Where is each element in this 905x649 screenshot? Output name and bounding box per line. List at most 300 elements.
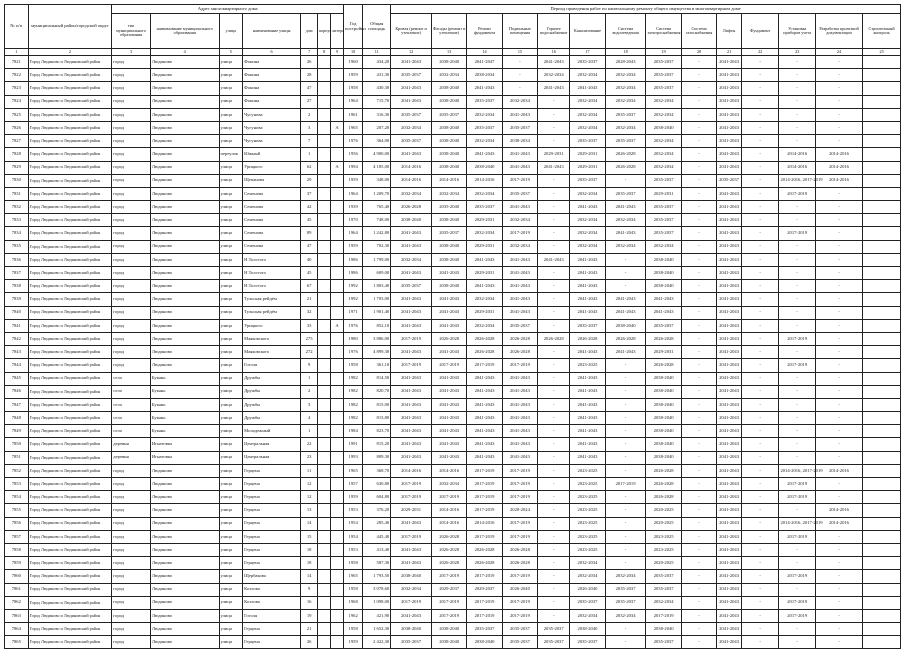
column-number: 15 xyxy=(502,49,537,56)
electric-period: 2038-2040 xyxy=(646,372,681,385)
hot-water-period: - xyxy=(538,214,570,227)
sewerage-period: 2041-2043 xyxy=(570,346,605,359)
basement-period: 2017-2019 xyxy=(502,596,537,609)
sewerage-period: 2041-2043 xyxy=(570,398,605,411)
construction-control-period xyxy=(863,148,901,161)
electric-period: 2035-2037 xyxy=(646,82,681,95)
drainage-period: 2026-2028 xyxy=(605,161,646,174)
foundation-period: - xyxy=(741,293,779,306)
year-built: 1964 xyxy=(344,187,363,200)
row-number: 7850 xyxy=(5,438,29,451)
facade-period: 2038-2040 xyxy=(431,636,466,649)
municipality-name: Людиново xyxy=(150,56,219,69)
street-name: Щербакова xyxy=(243,570,301,583)
facade-period: 2041-2043 xyxy=(431,438,466,451)
letter xyxy=(331,280,344,293)
table-row xyxy=(5,346,901,359)
municipality-name: Игнатовка xyxy=(150,438,219,451)
drainage-period: 2026-2028 xyxy=(605,332,646,345)
table-row xyxy=(5,359,901,372)
roof-period: 2035-2037 xyxy=(391,280,432,293)
meters-period: 2017-2019 xyxy=(779,332,815,345)
year-built: 1961 xyxy=(344,108,363,121)
table-row xyxy=(5,174,901,187)
municipality-type: село xyxy=(112,425,151,438)
design-docs-period: - xyxy=(815,385,862,398)
facade-period: 2014-2016 xyxy=(431,517,466,530)
year-built: 1964 xyxy=(344,227,363,240)
facade-period: 2026-2028 xyxy=(431,530,466,543)
municipal-district: Город Людиново и Людиновский район xyxy=(28,385,112,398)
lift-period: 2041-2043 xyxy=(717,201,742,214)
col-header-23: Установка приборов учета xyxy=(779,14,815,49)
foundation-repair-period: 2035-2037 xyxy=(467,201,502,214)
design-docs-period: - xyxy=(815,372,862,385)
street-name: Герцена xyxy=(243,636,301,649)
municipal-district: Город Людиново и Людиновский район xyxy=(28,201,112,214)
street-name: Дружбы xyxy=(243,372,301,385)
hot-water-period: 2029-2031 xyxy=(538,148,570,161)
total-area: 630,80 xyxy=(363,478,391,491)
house-number: 33 xyxy=(301,319,318,332)
gas-period: - xyxy=(681,398,716,411)
sewerage-period: 2026-2028 xyxy=(570,332,605,345)
facade-period: 2038-2040 xyxy=(431,135,466,148)
construction-control-period xyxy=(863,95,901,108)
hot-water-period: - xyxy=(538,95,570,108)
hot-water-period: - xyxy=(538,346,570,359)
row-number: 7857 xyxy=(5,530,29,543)
drainage-period: - xyxy=(605,280,646,293)
lift-period: 2041-2043 xyxy=(717,240,742,253)
building xyxy=(318,240,331,253)
hot-water-period: 2041-2043 xyxy=(538,56,570,69)
building xyxy=(318,214,331,227)
construction-control-period xyxy=(863,227,901,240)
basement-period: 2017-2019 xyxy=(502,570,537,583)
street-name: Герцена xyxy=(243,504,301,517)
construction-control-period xyxy=(863,596,901,609)
meters-period: - xyxy=(779,385,815,398)
year-built: 1980 xyxy=(344,332,363,345)
municipality-name: Людиново xyxy=(150,319,219,332)
roof-period: 2041-2043 xyxy=(391,319,432,332)
construction-control-period xyxy=(863,56,901,69)
facade-period: 2032-2034 xyxy=(431,69,466,82)
street-name: Маяковского xyxy=(243,346,301,359)
gas-period: - xyxy=(681,372,716,385)
drainage-period: - xyxy=(605,359,646,372)
gas-period: - xyxy=(681,425,716,438)
total-area: 421,90 xyxy=(363,609,391,622)
total-area: 815,20 xyxy=(363,438,391,451)
sewerage-period: 2041-2043 xyxy=(570,306,605,319)
street-name: Герцена xyxy=(243,623,301,636)
lift-period: 2041-2043 xyxy=(717,596,742,609)
year-built: 1986 xyxy=(344,267,363,280)
facade-period: 2041-2043 xyxy=(431,372,466,385)
sewerage-period: 2041-2043 xyxy=(570,412,605,425)
total-area: 285,40 xyxy=(363,517,391,530)
building xyxy=(318,596,331,609)
basement-period: 2032-2034 xyxy=(502,95,537,108)
drainage-period: 2032-2034 xyxy=(605,240,646,253)
year-built: 1958 xyxy=(344,583,363,596)
foundation-period: - xyxy=(741,372,779,385)
row-number: 7826 xyxy=(5,121,29,134)
row-number: 7821 xyxy=(5,56,29,69)
house-number: 275 xyxy=(301,332,318,345)
gas-period: - xyxy=(681,464,716,477)
electric-period: 2038-2040 xyxy=(646,398,681,411)
design-docs-period: - xyxy=(815,491,862,504)
municipality-type: город xyxy=(112,609,151,622)
table-row xyxy=(5,108,901,121)
col-header-15: Подвальные помещения xyxy=(502,14,537,49)
foundation-period: - xyxy=(741,174,779,187)
letter xyxy=(331,609,344,622)
foundation-period: - xyxy=(741,267,779,280)
facade-period: 2038-2040 xyxy=(431,253,466,266)
municipal-district: Город Людиново и Людиновский район xyxy=(28,187,112,200)
letter xyxy=(331,108,344,121)
drainage-period: - xyxy=(605,543,646,556)
municipal-district: Город Людиново и Людиновский район xyxy=(28,332,112,345)
meters-period: - xyxy=(779,438,815,451)
design-docs-period: - xyxy=(815,557,862,570)
lift-period: 2041-2043 xyxy=(717,121,742,134)
design-docs-period: 2014-2016 xyxy=(815,504,862,517)
facade-period: 2017-2019 xyxy=(431,491,466,504)
hot-water-period: - xyxy=(538,293,570,306)
drainage-period: 2035-2037 xyxy=(605,583,646,596)
row-number: 7841 xyxy=(5,319,29,332)
year-built: 1953 xyxy=(344,543,363,556)
municipality-name: Людиново xyxy=(150,478,219,491)
basement-period: 2017-2019 xyxy=(502,227,537,240)
facade-period: 2041-2043 xyxy=(431,319,466,332)
table-row xyxy=(5,267,901,280)
design-docs-period: - xyxy=(815,596,862,609)
lift-period: 2041-2043 xyxy=(717,253,742,266)
building xyxy=(318,623,331,636)
drainage-period: - xyxy=(605,267,646,280)
municipal-district: Город Людиново и Людиновский район xyxy=(28,280,112,293)
municipality-name: Людиново xyxy=(150,504,219,517)
building xyxy=(318,135,331,148)
sewerage-period: 2032-2034 xyxy=(570,187,605,200)
facade-period: 2026-2028 xyxy=(431,332,466,345)
column-number: 2 xyxy=(28,49,112,56)
foundation-period: - xyxy=(741,227,779,240)
total-area: 316,30 xyxy=(363,108,391,121)
row-number: 7860 xyxy=(5,570,29,583)
foundation-repair-period: 2014-2016 xyxy=(467,174,502,187)
facade-period: 2041-2043 xyxy=(431,398,466,411)
meters-period: - xyxy=(779,319,815,332)
municipality-name: Людиново xyxy=(150,596,219,609)
electric-period: 2032-2034 xyxy=(646,161,681,174)
foundation-repair-period: 2032-2034 xyxy=(467,135,502,148)
facade-period: 2014-2016 xyxy=(431,504,466,517)
building xyxy=(318,543,331,556)
sewerage-period: 2023-2025 xyxy=(570,517,605,530)
design-docs-period: - xyxy=(815,425,862,438)
year-built: 1986 xyxy=(344,253,363,266)
total-area: 715,70 xyxy=(363,95,391,108)
foundation-repair-period: 2041-2043 xyxy=(467,253,502,266)
lift-period: 2041-2043 xyxy=(717,557,742,570)
year-built: 1994 xyxy=(344,161,363,174)
electric-period: 2035-2037 xyxy=(646,69,681,82)
letter xyxy=(331,425,344,438)
letter: А xyxy=(331,121,344,134)
municipality-type: город xyxy=(112,359,151,372)
street-name: Центральная xyxy=(243,451,301,464)
row-number: 7851 xyxy=(5,451,29,464)
letter xyxy=(331,135,344,148)
street-name: Гоголя xyxy=(243,359,301,372)
table-row xyxy=(5,438,901,451)
year-built: 1958 xyxy=(344,623,363,636)
electric-period: 2032-2034 xyxy=(646,108,681,121)
municipality-type: город xyxy=(112,267,151,280)
column-number: 1 xyxy=(5,49,29,56)
building xyxy=(318,583,331,596)
facade-period: 2038-2040 xyxy=(431,148,466,161)
municipality-type: город xyxy=(112,346,151,359)
year-built: 1982 xyxy=(344,398,363,411)
design-docs-period: - xyxy=(815,570,862,583)
roof-period: 2017-2019 xyxy=(391,530,432,543)
lift-period: 2041-2043 xyxy=(717,636,742,649)
facade-period: 2041-2043 xyxy=(431,425,466,438)
letter xyxy=(331,478,344,491)
construction-control-period xyxy=(863,583,901,596)
total-area: 609,00 xyxy=(363,267,391,280)
total-area: 4 899,30 xyxy=(363,346,391,359)
house-number: 12 xyxy=(301,491,318,504)
row-number: 7852 xyxy=(5,464,29,477)
design-docs-period: - xyxy=(815,438,862,451)
foundation-period: - xyxy=(741,623,779,636)
year-built: 1984 xyxy=(344,425,363,438)
building xyxy=(318,56,331,69)
table-row xyxy=(5,451,901,464)
year-built: 1959 xyxy=(344,491,363,504)
table-row xyxy=(5,372,901,385)
house-number: 3 xyxy=(301,398,318,411)
col-header-2: муниципальный район/городской округ xyxy=(28,5,112,49)
basement-period: 2041-2043 xyxy=(502,148,537,161)
hot-water-period: - xyxy=(538,398,570,411)
basement-period: 2035-2037 xyxy=(502,319,537,332)
basement-period: 2041-2043 xyxy=(502,425,537,438)
municipality-name: Людиново xyxy=(150,121,219,134)
gas-period: - xyxy=(681,636,716,649)
house-number: 15 xyxy=(301,530,318,543)
basement-period: 2035-2037 xyxy=(502,187,537,200)
year-built: 1993 xyxy=(344,451,363,464)
foundation-period: - xyxy=(741,201,779,214)
municipality-name: Людиново xyxy=(150,148,219,161)
street-type: улица xyxy=(219,201,243,214)
street-type: улица xyxy=(219,596,243,609)
roof-period: 2041-2043 xyxy=(391,306,432,319)
total-area: 3 078,60 xyxy=(363,583,391,596)
electric-period: 2035-2037 xyxy=(646,174,681,187)
street-type: улица xyxy=(219,174,243,187)
table-row xyxy=(5,319,901,332)
municipal-district: Город Людиново и Людиновский район xyxy=(28,56,112,69)
table-row xyxy=(5,609,901,622)
meters-period: - xyxy=(779,135,815,148)
row-number: 7831 xyxy=(5,187,29,200)
foundation-repair-period: 2041-2043 xyxy=(467,412,502,425)
letter xyxy=(331,623,344,636)
table-row xyxy=(5,121,901,134)
house-number: 2 xyxy=(301,108,318,121)
basement-period: 2026-2028 xyxy=(502,543,537,556)
municipal-district: Город Людиново и Людиновский район xyxy=(28,557,112,570)
roof-period: 2038-2040 xyxy=(391,623,432,636)
foundation-repair-period: 2026-2028 xyxy=(467,332,502,345)
total-area: 2 422,30 xyxy=(363,636,391,649)
row-number: 7865 xyxy=(5,636,29,649)
letter xyxy=(331,293,344,306)
house-number: 7 xyxy=(301,135,318,148)
electric-period: 2026-2028 xyxy=(646,491,681,504)
gas-period: - xyxy=(681,530,716,543)
house-number: 14 xyxy=(301,517,318,530)
electric-period: 2035-2037 xyxy=(646,201,681,214)
electric-period: 2038-2040 xyxy=(646,425,681,438)
foundation-repair-period: 2032-2034 xyxy=(467,293,502,306)
hot-water-period: - xyxy=(538,596,570,609)
table-row xyxy=(5,543,901,556)
foundation-period: - xyxy=(741,438,779,451)
municipality-type: город xyxy=(112,280,151,293)
foundation-period: - xyxy=(741,543,779,556)
column-number: 5 xyxy=(219,49,243,56)
lift-period: 2041-2043 xyxy=(717,398,742,411)
foundation-period: - xyxy=(741,530,779,543)
roof-period: 2038-2040 xyxy=(391,214,432,227)
basement-period: 2020-2024 xyxy=(502,504,537,517)
foundation-repair-period: 2041-2043 xyxy=(467,280,502,293)
total-area: 748,00 xyxy=(363,214,391,227)
electric-period: 2026-2028 xyxy=(646,359,681,372)
sewerage-period: 2029-2031 xyxy=(570,148,605,161)
gas-period: - xyxy=(681,306,716,319)
design-docs-period: - xyxy=(815,609,862,622)
total-area: 1 652,30 xyxy=(363,623,391,636)
total-area: 431,30 xyxy=(363,69,391,82)
design-docs-period: - xyxy=(815,332,862,345)
drainage-period: - xyxy=(605,623,646,636)
column-number: 14 xyxy=(467,49,502,56)
municipality-type: город xyxy=(112,623,151,636)
design-docs-period: 2014-2016 xyxy=(815,174,862,187)
row-number: 7863 xyxy=(5,609,29,622)
foundation-period: - xyxy=(741,491,779,504)
basement-period: 2032-2034 xyxy=(502,240,537,253)
column-number: 11 xyxy=(363,49,391,56)
electric-period: 2032-2034 xyxy=(646,596,681,609)
municipal-district: Город Людиново и Людиновский район xyxy=(28,372,112,385)
design-docs-period: - xyxy=(815,56,862,69)
building xyxy=(318,478,331,491)
meters-period: - xyxy=(779,306,815,319)
roof-period: 2041-2043 xyxy=(391,425,432,438)
street-type: улица xyxy=(219,267,243,280)
col-header-18: Система водоотведения xyxy=(605,14,646,49)
foundation-repair-period: 2029-2031 xyxy=(467,306,502,319)
street-name: Дружбы xyxy=(243,385,301,398)
house-number: 28 xyxy=(301,69,318,82)
design-docs-period: - xyxy=(815,306,862,319)
sewerage-period: 2041-2043 xyxy=(570,451,605,464)
electric-period: 2035-2037 xyxy=(646,227,681,240)
total-area: 1 803,40 xyxy=(363,280,391,293)
construction-control-period xyxy=(863,319,901,332)
foundation-period: - xyxy=(741,504,779,517)
municipality-name: Людиново xyxy=(150,609,219,622)
facade-period: 2017-2019 xyxy=(431,570,466,583)
roof-period: 2032-2034 xyxy=(391,253,432,266)
column-number: 18 xyxy=(605,49,646,56)
table-row xyxy=(5,504,901,517)
house-number: 89 xyxy=(301,227,318,240)
meters-period: - xyxy=(779,543,815,556)
lift-period: 2041-2043 xyxy=(717,148,742,161)
table-row xyxy=(5,135,901,148)
meters-period: - xyxy=(779,623,815,636)
year-built: 1954 xyxy=(344,530,363,543)
sewerage-period: 2026-2040 xyxy=(570,583,605,596)
letter xyxy=(331,227,344,240)
column-number: 10 xyxy=(344,49,363,56)
year-built: 1982 xyxy=(344,412,363,425)
street-type: улица xyxy=(219,623,243,636)
lift-period: 2041-2043 xyxy=(717,372,742,385)
municipality-type: город xyxy=(112,293,151,306)
municipality-type: город xyxy=(112,174,151,187)
street-type: улица xyxy=(219,253,243,266)
design-docs-period: - xyxy=(815,623,862,636)
foundation-period: - xyxy=(741,517,779,530)
row-number: 7839 xyxy=(5,293,29,306)
building xyxy=(318,517,331,530)
column-number: 19 xyxy=(646,49,681,56)
letter xyxy=(331,530,344,543)
electric-period: 2035-2037 xyxy=(646,56,681,69)
total-area: 430,30 xyxy=(363,82,391,95)
foundation-period: - xyxy=(741,570,779,583)
hot-water-period: - xyxy=(538,227,570,240)
hot-water-period: - xyxy=(538,174,570,187)
electric-period: 2026-2028 xyxy=(646,332,681,345)
gas-period: - xyxy=(681,267,716,280)
drainage-period: - xyxy=(605,557,646,570)
municipality-name: Букань xyxy=(150,425,219,438)
municipality-type: село xyxy=(112,385,151,398)
hot-water-period: - xyxy=(538,187,570,200)
house-number: 27 xyxy=(301,95,318,108)
row-number: 7830 xyxy=(5,174,29,187)
municipality-type: город xyxy=(112,253,151,266)
municipal-district: Город Людиново и Людиновский район xyxy=(28,583,112,596)
